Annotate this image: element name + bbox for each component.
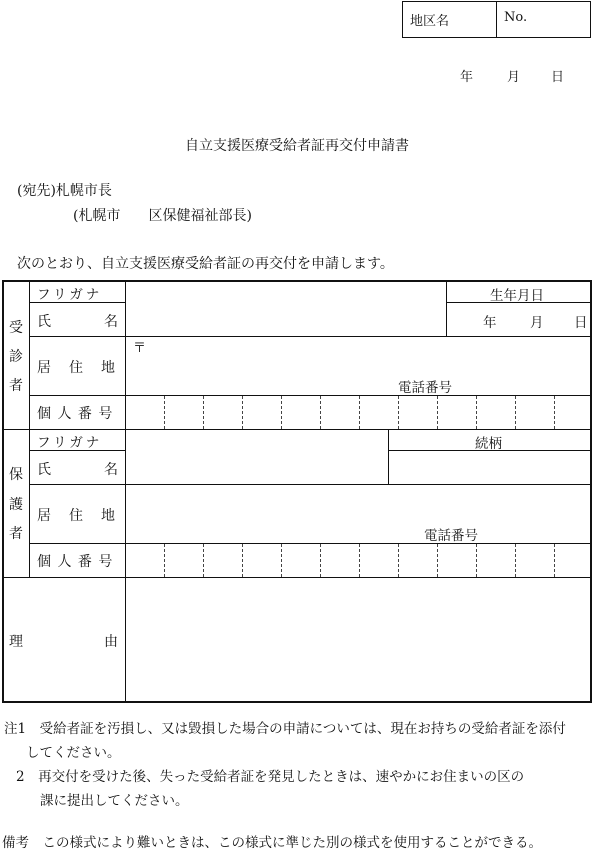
patient-dob-label: 生年月日 (490, 288, 544, 304)
note-2-line-1: 2 再交付を受けた後、失った受給者証を発見したときは、速やかにお住まいの区の (16, 769, 525, 785)
patient-dob-month-field[interactable] (500, 304, 528, 335)
addressee-line2: (札幌市 区保健福祉部長) (73, 208, 252, 224)
guardian-furigana-label: フリガナ (37, 435, 103, 451)
district-name-label: 地区名 (410, 14, 450, 29)
addressee-line1: (宛先)札幌市長 (17, 183, 112, 199)
postal-mark: 〒 (133, 341, 147, 356)
guardian-phone-field[interactable] (488, 522, 588, 542)
patient-name-field[interactable] (127, 304, 445, 335)
intro-text: 次のとおり、自立支援医療受給者証の再交付を申請します。 (17, 256, 394, 272)
district-no-label: No. (504, 10, 528, 25)
date-day-field[interactable] (522, 62, 548, 82)
patient-address-field[interactable] (150, 338, 588, 372)
guardian-phone-label: 電話番号 (424, 528, 478, 544)
guardian-address-field[interactable] (127, 486, 589, 520)
remark: 備考 この様式により難いときは、この様式に準じた別の様式を使用することができる。 (2, 835, 542, 851)
patient-furigana-field[interactable] (127, 283, 445, 302)
patient-phone-label: 電話番号 (398, 380, 452, 396)
date-month-label: 月 (507, 70, 521, 85)
date-year-label: 年 (460, 70, 474, 85)
patient-address-label: 居 住 地 (37, 360, 117, 376)
date-year-field[interactable] (425, 62, 457, 82)
patient-dob-month: 月 (530, 315, 544, 331)
patient-furigana-label: フリガナ (37, 287, 103, 303)
guardian-mynumber-label: 個 人 番 号 (37, 554, 114, 570)
patient-section-char-1: 受 (9, 320, 23, 336)
guardian-relation-field[interactable] (390, 452, 589, 483)
guardian-name-label-2: 名 (104, 462, 118, 478)
reason-label-1: 理 (9, 634, 23, 650)
reason-field[interactable] (127, 579, 589, 700)
patient-mynumber-label: 個 人 番 号 (37, 406, 114, 422)
district-no-field[interactable] (530, 2, 589, 36)
guardian-section-char-3: 者 (9, 526, 23, 542)
guardian-name-field[interactable] (127, 452, 387, 483)
patient-section-char-2: 診 (9, 349, 23, 365)
district-name-field[interactable] (403, 2, 495, 36)
patient-phone-field[interactable] (462, 374, 588, 394)
note-1-line-2: してください。 (26, 745, 121, 761)
patient-name-label-2: 名 (104, 314, 118, 330)
form-title: 自立支援医療受給者証再交付申請書 (185, 138, 409, 154)
guardian-relation-label: 続柄 (475, 436, 502, 452)
patient-section-char-3: 者 (9, 378, 23, 394)
patient-dob-day: 日 (574, 315, 588, 331)
date-day-label: 日 (551, 70, 565, 85)
note-2-line-2: 課に提出してください。 (40, 793, 189, 809)
note-1-line-1: 注1 受給者証を汚損し、又は毀損した場合の申請については、現在お持ちの受給者証を添付 (4, 721, 566, 737)
patient-mynumber-field[interactable] (127, 397, 589, 428)
reason-label-2: 由 (104, 634, 118, 650)
guardian-furigana-field[interactable] (127, 431, 387, 449)
guardian-section-char-2: 護 (9, 497, 23, 513)
guardian-name-label-1: 氏 (37, 462, 51, 478)
patient-name-label-1: 氏 (37, 314, 51, 330)
guardian-mynumber-field[interactable] (127, 545, 589, 576)
patient-dob-year-field[interactable] (448, 304, 480, 335)
patient-dob-day-field[interactable] (546, 304, 572, 335)
patient-dob-year: 年 (483, 315, 497, 331)
date-month-field[interactable] (478, 62, 504, 82)
guardian-section-char-1: 保 (9, 467, 23, 483)
guardian-address-label: 居 住 地 (37, 508, 117, 524)
